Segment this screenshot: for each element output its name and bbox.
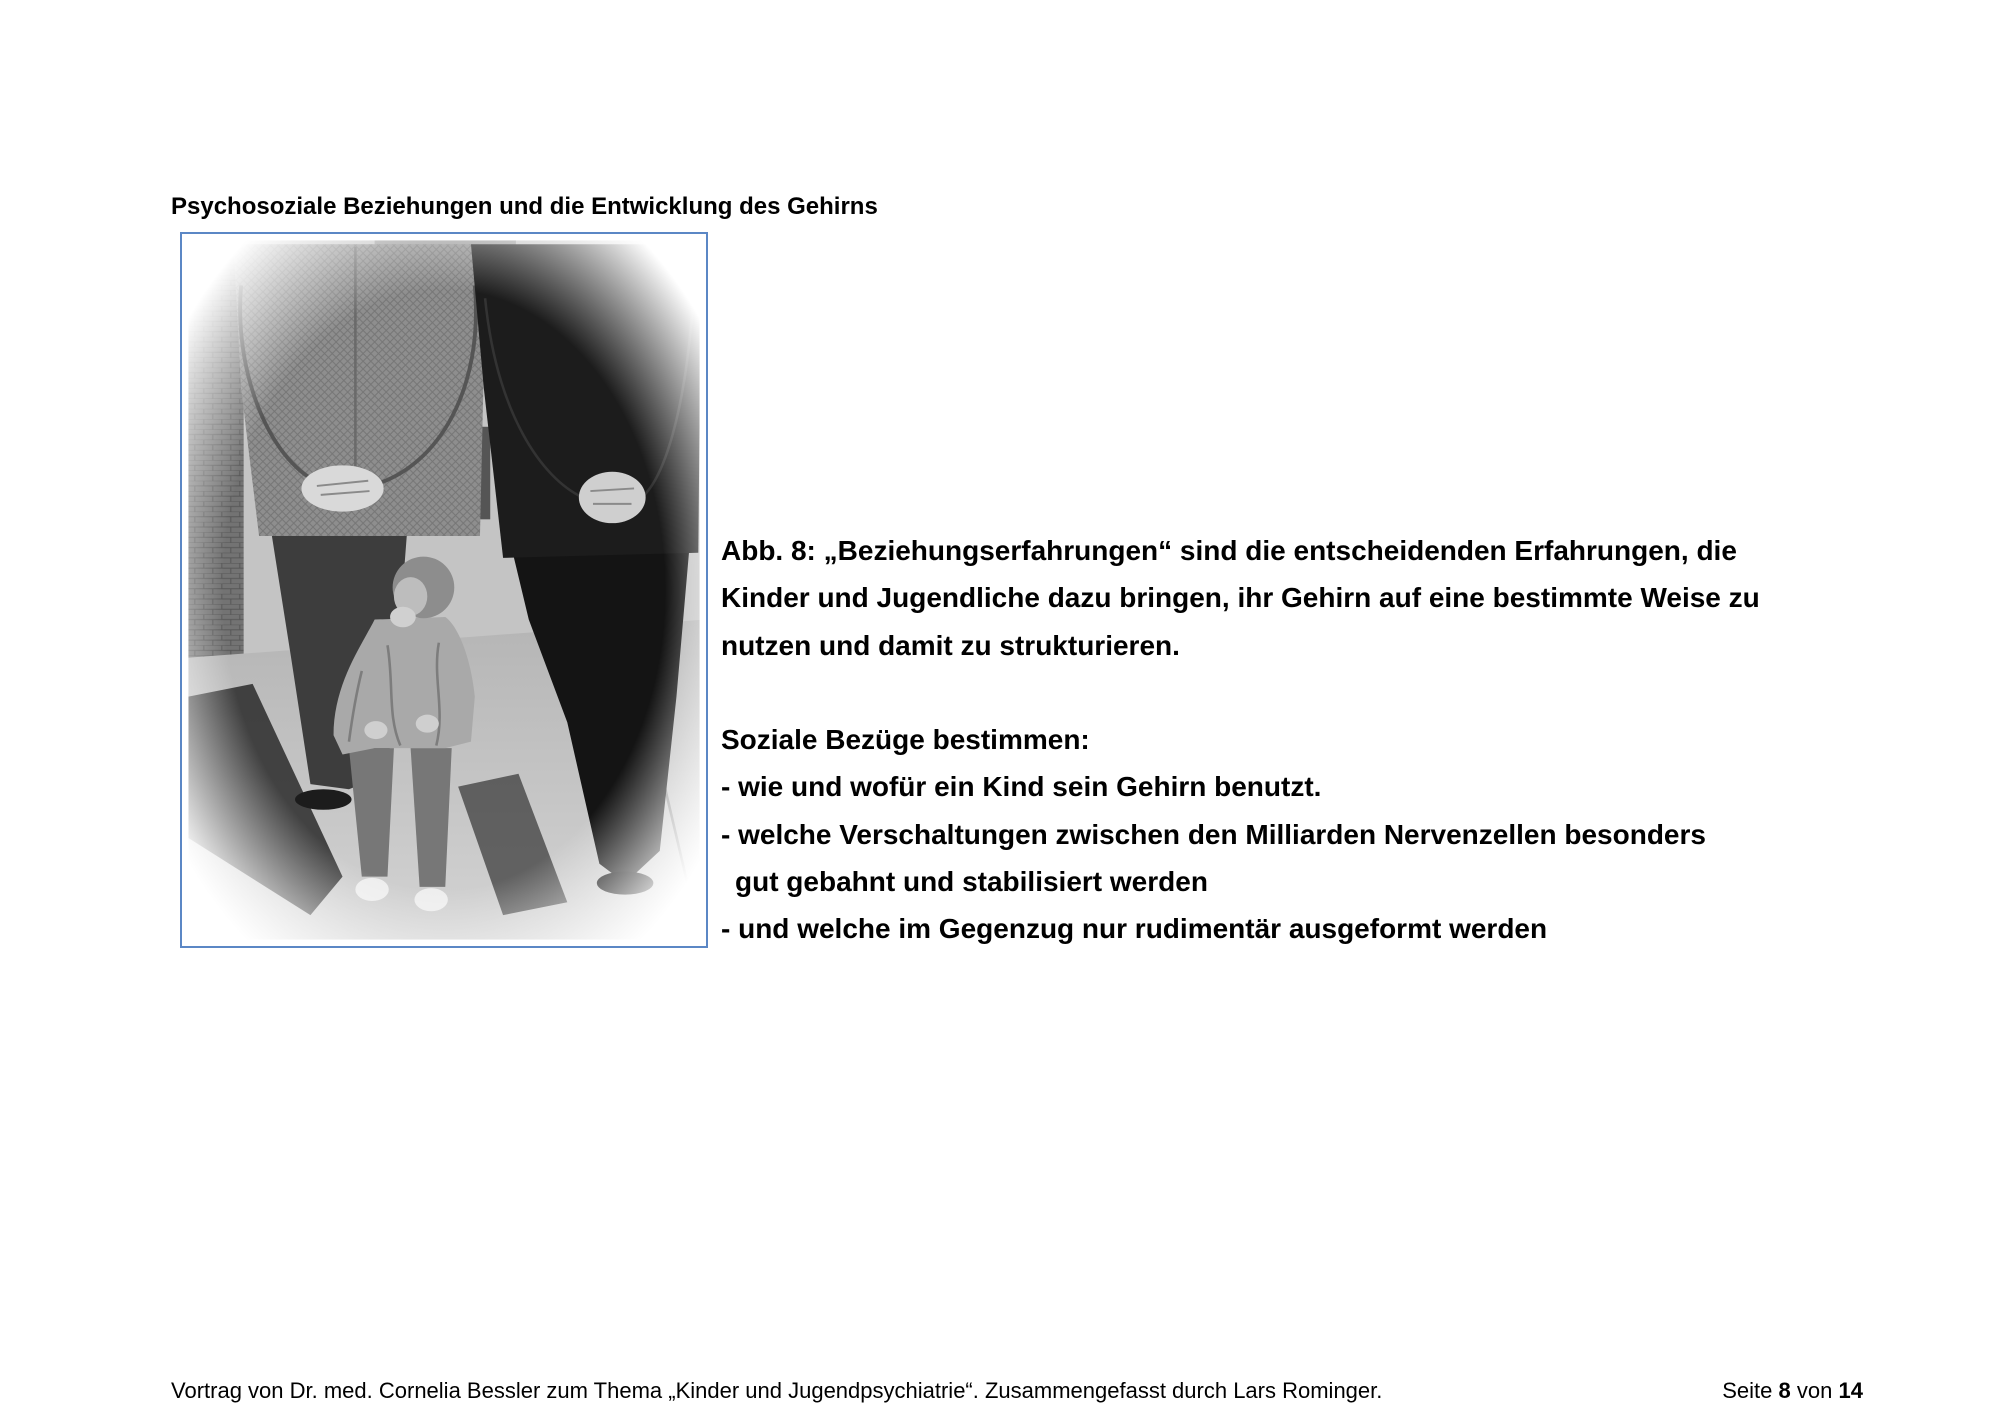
- social-item: - und welche im Gegenzug nur rudimentär ausgeformt werden: [721, 913, 1548, 945]
- caption-line: Kinder und Jugendliche dazu bringen, ihr Gehirn auf eine bestimmte Weise zu: [721, 582, 1760, 614]
- photo-image: [182, 234, 706, 946]
- caption-line: Abb. 8: „Beziehungserfahrungen“ sind die entscheidenden Erfahrungen, die: [721, 535, 1737, 566]
- page-current: 8: [1778, 1378, 1791, 1403]
- paragraph-spacer: [721, 669, 1760, 716]
- figure-photo: [180, 232, 708, 948]
- page-of: von: [1796, 1378, 1833, 1403]
- page-total: 14: [1838, 1378, 1863, 1403]
- social-item: - wie und wofür ein Kind sein Gehirn benutzt.: [721, 771, 1322, 803]
- social-heading: Soziale Bezüge bestimmen:: [721, 724, 1090, 756]
- section-heading: Psychosoziale Beziehungen und die Entwicklung des Gehirns: [171, 193, 878, 220]
- social-item: - welche Verschaltungen zwischen den Milliarden Nervenzellen besonders: [721, 818, 1706, 850]
- page-number: [1722, 1377, 1863, 1405]
- photo-vignette: [182, 234, 706, 946]
- footer-text: Vortrag von Dr. med. Cornelia Bessler zum Thema „Kinder und Jugendpsychiatrie“. Zusammengefasst durch Lars Rominger.: [171, 1378, 1383, 1403]
- page-prefix: Seite: [1722, 1378, 1773, 1403]
- caption-line: nutzen und damit zu strukturieren.: [721, 629, 1180, 661]
- figure-caption: [721, 527, 1760, 953]
- social-item-continuation: gut gebahnt und stabilisiert werden: [735, 866, 1208, 898]
